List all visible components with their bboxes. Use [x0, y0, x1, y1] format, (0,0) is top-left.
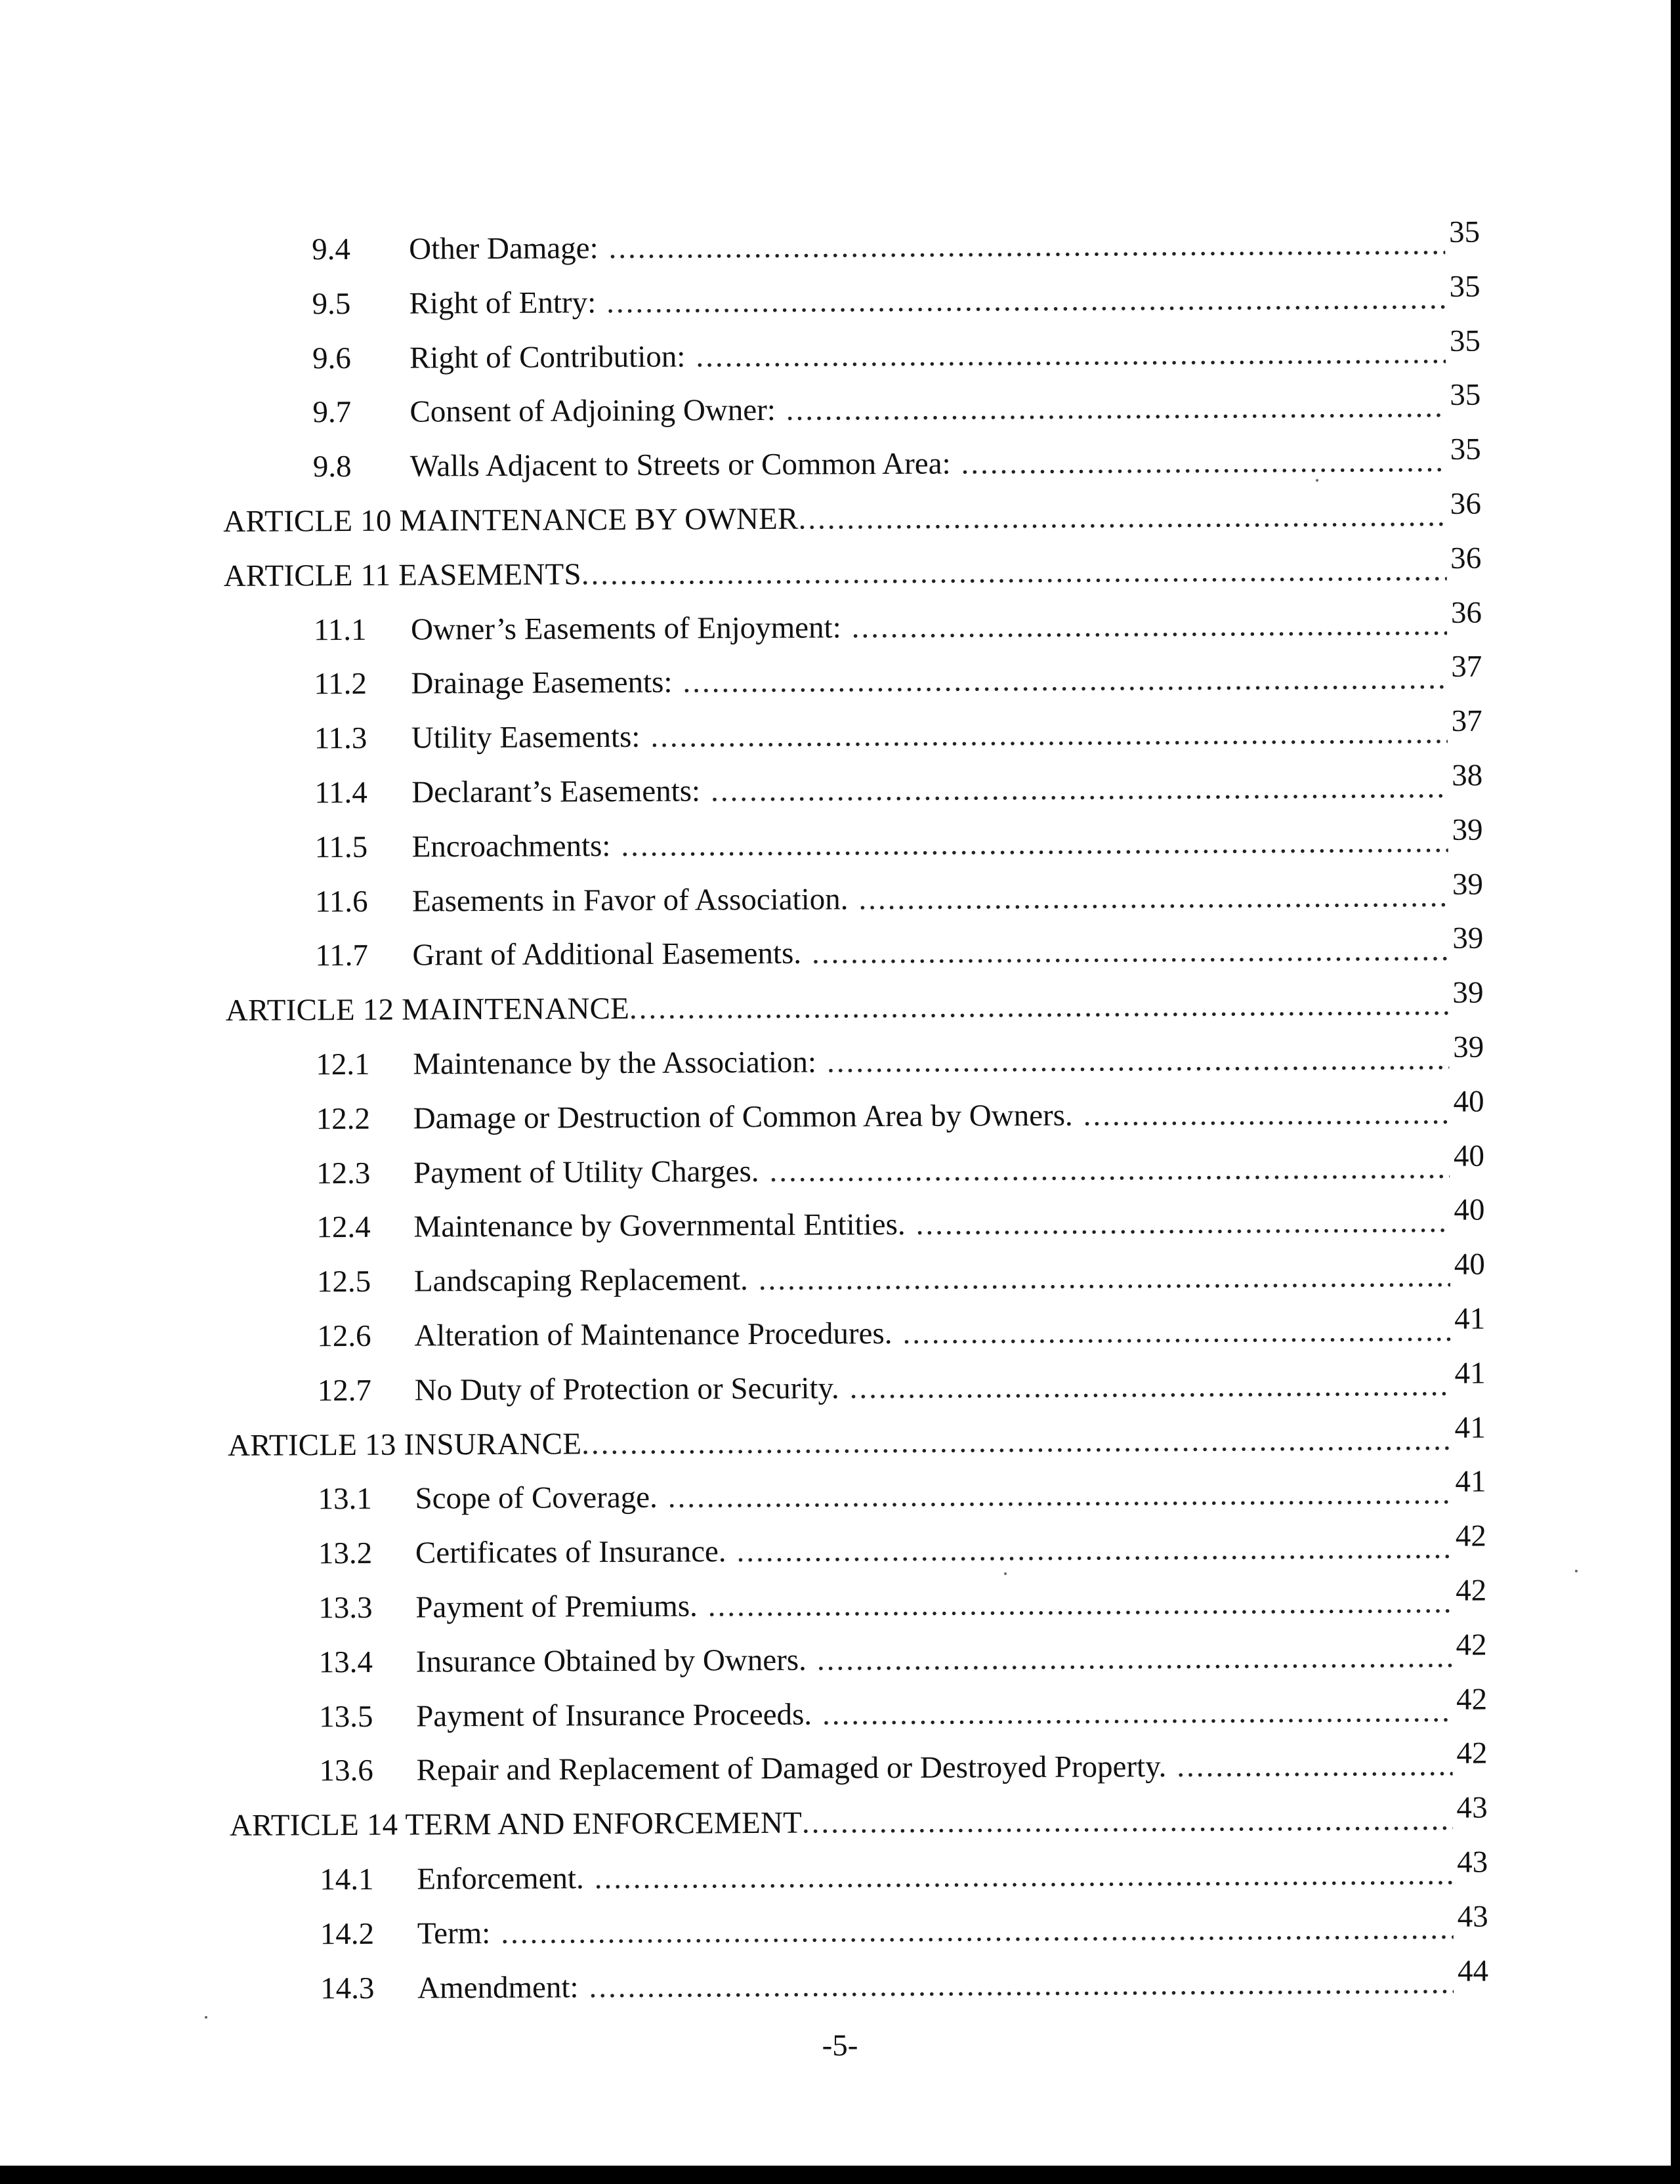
- toc-section-title: Owner’s Easements of Enjoyment:: [410, 610, 841, 647]
- toc-section-entry: [219, 758, 1483, 821]
- toc-section-entry: [220, 1086, 1484, 1146]
- dot-leader: [581, 543, 1447, 602]
- dot-leader: [858, 869, 1448, 926]
- toc-section-number: 9.5: [312, 286, 351, 322]
- toc-section-number: 11.7: [315, 938, 369, 973]
- dot-leader: [812, 923, 1449, 981]
- toc-section-entry: [224, 1684, 1487, 1744]
- toc-section-number: 12.6: [317, 1318, 371, 1354]
- toc-article-title: ARTICLE 14 TERM AND ENFORCEMENT: [229, 1805, 803, 1843]
- toc-page-number: 40: [1453, 1139, 1485, 1173]
- dot-leader: [961, 434, 1446, 491]
- dot-leader: [822, 1684, 1452, 1741]
- toc-page-number: 41: [1454, 1410, 1486, 1445]
- toc-section-number: 9.4: [312, 232, 351, 267]
- toc-page-number: 36: [1450, 541, 1482, 576]
- toc-section-entry: [221, 1192, 1485, 1255]
- toc-page-number: 42: [1456, 1628, 1487, 1662]
- toc-section-entry: [224, 1738, 1487, 1799]
- toc-page-number: 38: [1452, 758, 1483, 793]
- toc-section-entry: [219, 814, 1482, 875]
- toc-page-number: 40: [1453, 1084, 1484, 1119]
- dot-leader: [915, 1195, 1450, 1252]
- toc-page-number: 42: [1455, 1519, 1486, 1553]
- toc-section-entry: [222, 1358, 1485, 1418]
- dot-leader: [817, 1630, 1452, 1688]
- toc-section-title: Encroachments:: [411, 828, 611, 864]
- toc-section-entry: [219, 706, 1482, 766]
- toc-page-number: 35: [1449, 269, 1480, 304]
- toc-section-entry: [217, 377, 1481, 440]
- toc-section-entry: [221, 1141, 1484, 1201]
- dot-leader: [852, 597, 1448, 654]
- dot-leader: [902, 1304, 1450, 1361]
- toc-section-title: Alteration of Maintenance Procedures.: [414, 1316, 892, 1353]
- toc-page-number: 40: [1454, 1247, 1485, 1282]
- dot-leader: [595, 1847, 1454, 1906]
- dot-leader: [786, 380, 1446, 438]
- toc-section-title: Repair and Replacement of Damaged or Destroyed Property.: [416, 1750, 1167, 1788]
- scan-speck: [1004, 1572, 1007, 1575]
- toc-page-number: 39: [1452, 812, 1483, 847]
- toc-section-number: 12.7: [317, 1373, 372, 1408]
- toc-section-number: 12.2: [316, 1101, 371, 1137]
- dot-leader: [736, 1521, 1452, 1579]
- dot-leader: [1177, 1738, 1453, 1794]
- toc-section-title: Grant of Additional Easements.: [412, 936, 802, 973]
- dot-leader: [668, 1467, 1452, 1525]
- scan-speck: [1575, 1570, 1578, 1572]
- toc-section-title: Insurance Obtained by Owners.: [415, 1643, 807, 1679]
- toc-page-number: 35: [1450, 377, 1481, 413]
- table-of-contents: [217, 217, 1488, 2017]
- toc-section-number: 12.1: [316, 1047, 370, 1082]
- toc-page-number: 44: [1457, 1954, 1489, 1988]
- toc-section-entry: [224, 1847, 1488, 1907]
- toc-page-number: 37: [1451, 649, 1482, 684]
- toc-section-entry: [223, 1575, 1486, 1635]
- toc-section-title: Right of Contribution:: [409, 339, 686, 375]
- toc-section-number: 12.4: [316, 1210, 371, 1245]
- toc-page-number: 43: [1457, 1845, 1488, 1880]
- toc-section-title: Certificates of Insurance.: [415, 1534, 726, 1570]
- toc-page-number: 35: [1450, 432, 1481, 467]
- toc-section-entry: [219, 649, 1482, 712]
- toc-page-number: 41: [1454, 1356, 1486, 1391]
- toc-section-entry: [220, 1032, 1484, 1093]
- toc-page-number: 36: [1450, 595, 1482, 630]
- toc-section-title: Declarant’s Easements:: [411, 774, 701, 810]
- toc-section-title: Walls Adjacent to Streets or Common Area:: [410, 446, 951, 484]
- toc-section-entry: [219, 597, 1482, 658]
- toc-section-entry: [217, 217, 1480, 278]
- scan-speck: [205, 2016, 207, 2019]
- dot-leader: [608, 217, 1445, 276]
- toc-article-entry: [224, 1790, 1488, 1853]
- toc-section-number: 14.3: [320, 1971, 375, 2006]
- toc-section-title: Maintenance by Governmental Entities.: [413, 1208, 906, 1244]
- dot-leader: [802, 1793, 1453, 1851]
- toc-article-entry: [220, 975, 1484, 1038]
- toc-page-number: 43: [1457, 1899, 1488, 1934]
- toc-section-title: Amendment:: [417, 1969, 579, 2006]
- toc-section-number: 13.5: [318, 1699, 373, 1734]
- toc-section-entry: [220, 869, 1483, 929]
- toc-section-title: Utility Easements:: [411, 720, 640, 755]
- dot-leader: [759, 1250, 1450, 1307]
- toc-section-number: 12.5: [316, 1265, 371, 1299]
- dot-leader: [629, 978, 1449, 1036]
- toc-section-entry: [223, 1521, 1486, 1582]
- toc-section-number: 11.2: [314, 667, 368, 702]
- toc-article-entry: [218, 486, 1482, 549]
- toc-section-number: 11.4: [314, 775, 368, 810]
- toc-section-entry: [225, 1956, 1488, 2016]
- toc-page-number: 43: [1456, 1790, 1488, 1825]
- toc-section-number: 11.6: [314, 884, 368, 919]
- toc-section-title: Payment of Utility Charges.: [413, 1154, 759, 1190]
- toc-section-entry: [222, 1247, 1485, 1310]
- dot-leader: [589, 1956, 1454, 2014]
- toc-section-number: 9.6: [312, 341, 351, 375]
- toc-section-entry: [222, 1301, 1486, 1364]
- toc-section-number: 11.3: [314, 721, 368, 756]
- toc-page-number: 36: [1450, 486, 1482, 521]
- dot-leader: [1083, 1087, 1450, 1143]
- scan-edge-right: [1671, 0, 1680, 2184]
- toc-section-number: 13.3: [318, 1590, 373, 1626]
- scan-edge-bottom: [0, 2166, 1680, 2184]
- toc-article-title: ARTICLE 10 MAINTENANCE BY OWNER: [223, 501, 799, 539]
- dot-leader: [696, 326, 1446, 383]
- dot-leader: [682, 652, 1447, 709]
- toc-article-title: ARTICLE 13 INSURANCE: [227, 1426, 582, 1463]
- toc-page-number: 39: [1453, 1030, 1484, 1064]
- dot-leader: [606, 272, 1446, 330]
- toc-page-number: 39: [1452, 921, 1484, 956]
- toc-section-title: Maintenance by the Association:: [413, 1045, 817, 1082]
- dot-leader: [650, 706, 1448, 765]
- toc-section-entry: [225, 1901, 1488, 1962]
- toc-section-title: Damage or Destruction of Common Area by Owners.: [413, 1098, 1073, 1136]
- toc-section-title: Right of Entry:: [409, 285, 597, 321]
- toc-section-title: No Duty of Protection or Security.: [414, 1371, 839, 1408]
- toc-section-entry: [217, 271, 1480, 331]
- toc-article-entry: [222, 1412, 1486, 1473]
- page-number-footer: -5-: [822, 2028, 858, 2063]
- dot-leader: [769, 1141, 1450, 1198]
- toc-section-number: 9.7: [312, 395, 352, 430]
- toc-section-title: Payment of Insurance Proceeds.: [415, 1697, 812, 1734]
- toc-section-title: Term:: [417, 1916, 491, 1951]
- toc-section-number: 13.6: [319, 1754, 373, 1788]
- toc-page-number: 42: [1456, 1736, 1488, 1771]
- toc-section-title: Enforcement.: [417, 1861, 584, 1897]
- toc-section-title: Other Damage:: [409, 231, 598, 266]
- toc-section-title: Payment of Premiums.: [415, 1589, 698, 1625]
- toc-page-number: 42: [1456, 1682, 1488, 1717]
- toc-section-entry: [224, 1629, 1487, 1690]
- toc-article-title: ARTICLE 12 MAINTENANCE: [225, 992, 630, 1028]
- dot-leader: [850, 1358, 1451, 1416]
- toc-section-title: Easements in Favor of Association.: [411, 881, 849, 919]
- toc-section-entry: [220, 923, 1483, 984]
- toc-page-number: 35: [1449, 324, 1481, 358]
- dot-leader: [708, 1576, 1452, 1633]
- toc-article-title: ARTICLE 11 EASEMENTS: [223, 557, 581, 593]
- toc-page-number: 40: [1454, 1192, 1485, 1228]
- toc-section-number: 13.2: [318, 1536, 373, 1571]
- toc-section-number: 13.4: [318, 1645, 373, 1679]
- toc-page-number: 39: [1452, 975, 1484, 1010]
- toc-section-entry: [222, 1464, 1486, 1527]
- toc-section-number: 9.8: [312, 450, 352, 484]
- toc-section-title: Scope of Coverage.: [415, 1480, 658, 1516]
- dot-leader: [798, 489, 1446, 547]
- toc-section-number: 11.5: [314, 830, 368, 865]
- toc-section-number: 14.1: [320, 1862, 374, 1897]
- toc-page-number: 39: [1452, 867, 1484, 902]
- toc-section-title: Landscaping Replacement.: [413, 1263, 748, 1299]
- dot-leader: [501, 1902, 1454, 1961]
- toc-article-entry: [218, 543, 1481, 603]
- toc-page-number: 42: [1456, 1573, 1487, 1608]
- toc-page-number: 37: [1451, 704, 1482, 738]
- dot-leader: [711, 761, 1448, 818]
- toc-section-title: Consent of Adjoining Owner:: [410, 393, 776, 429]
- toc-section-title: Drainage Easements:: [411, 665, 673, 701]
- toc-section-number: 14.2: [320, 1916, 375, 1951]
- toc-section-number: 11.1: [313, 612, 367, 647]
- dot-leader: [827, 1032, 1450, 1089]
- toc-section-number: 13.1: [318, 1482, 372, 1517]
- dot-leader: [581, 1412, 1451, 1471]
- toc-page-number: 41: [1454, 1301, 1486, 1336]
- dot-leader: [621, 815, 1448, 873]
- toc-page-number: 35: [1448, 215, 1480, 249]
- toc-section-entry: [217, 326, 1480, 386]
- toc-section-entry: [218, 434, 1481, 495]
- toc-section-number: 12.3: [316, 1156, 371, 1190]
- scan-speck: [1316, 479, 1318, 482]
- toc-page-number: 41: [1455, 1464, 1486, 1500]
